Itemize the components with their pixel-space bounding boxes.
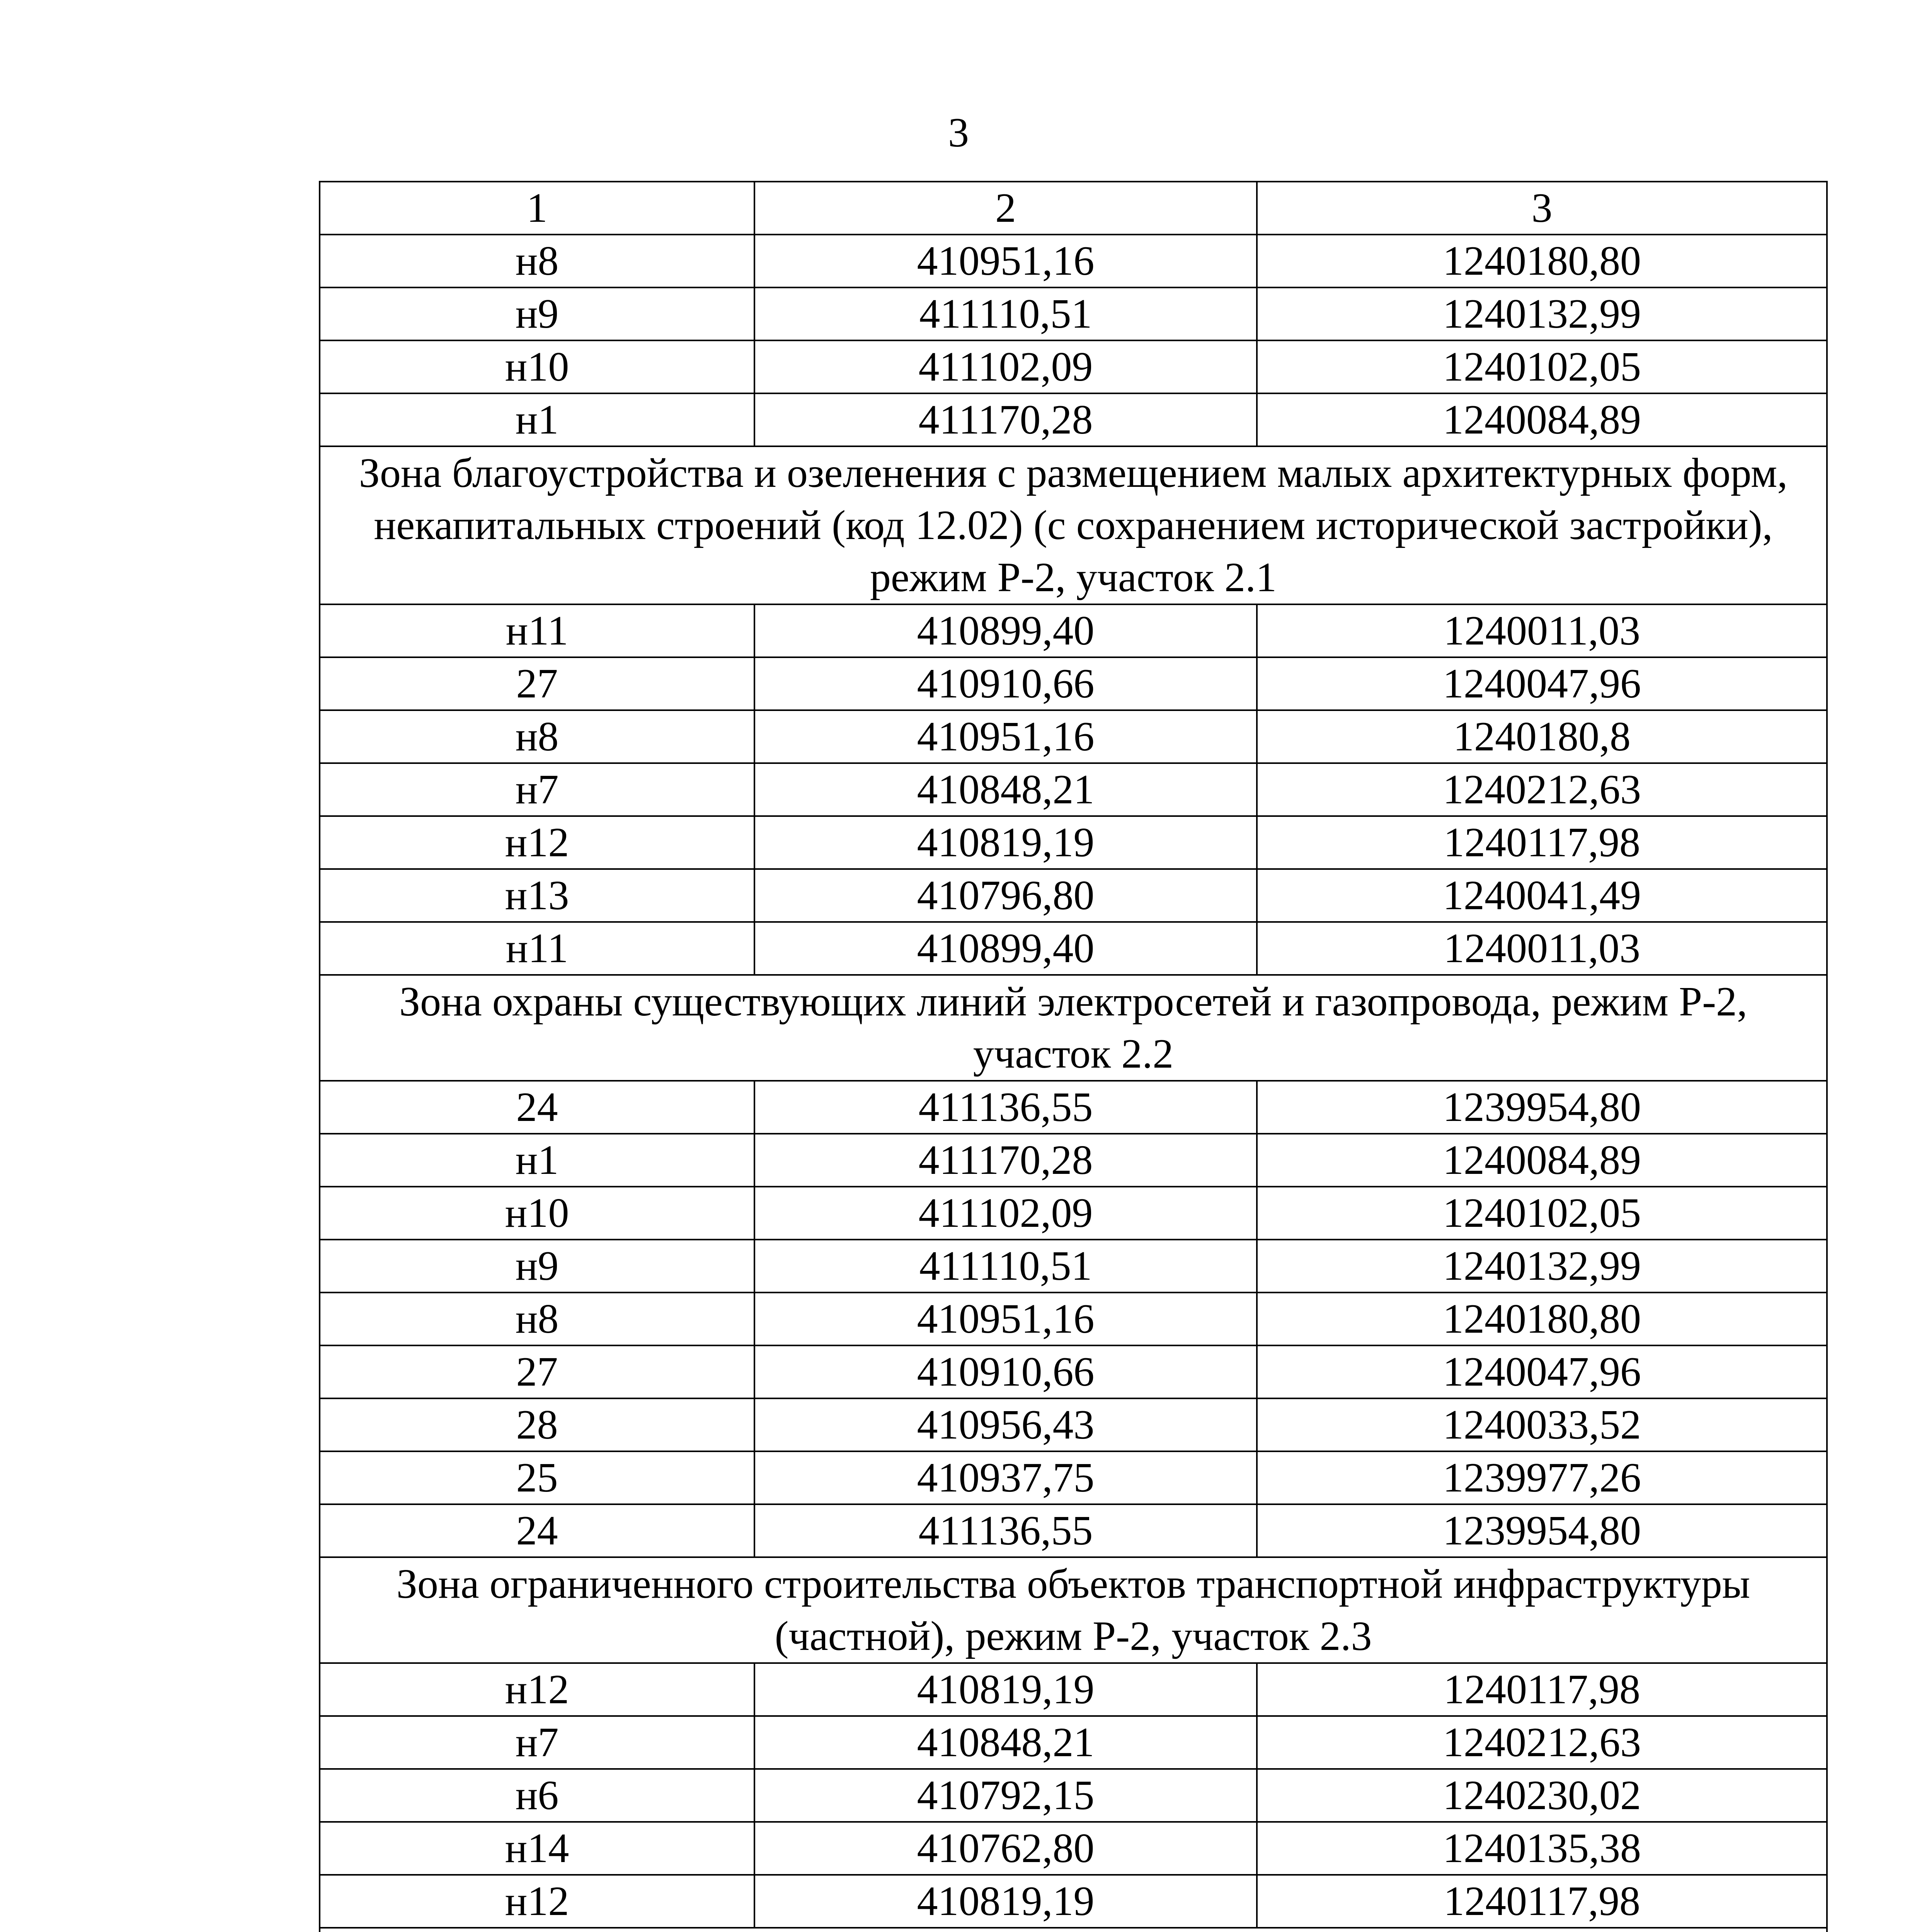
cell-x: 411136,55 [754,1081,1257,1134]
cell-y: 1240132,99 [1257,287,1827,340]
table-row [320,1663,1827,1716]
cell-y: 1240084,89 [1257,1134,1827,1187]
cell-y: 1240033,52 [1257,1398,1827,1451]
cell-point: н6 [320,1769,754,1822]
cell-x: 410899,40 [754,604,1257,657]
cell-point: 24 [320,1504,754,1557]
cell-x: 410937,75 [754,1451,1257,1504]
section-title-row [320,1557,1827,1663]
cell-point: н7 [320,1716,754,1769]
cell-y: 1240011,03 [1257,604,1827,657]
cell-y: 1240212,63 [1257,1716,1827,1769]
table-row [320,1504,1827,1557]
cell-point: н10 [320,1187,754,1240]
cell-x: 410819,19 [754,816,1257,869]
cell-y: 1240102,05 [1257,340,1827,393]
table-row [320,235,1827,287]
table-row [320,340,1827,393]
cell-x: 410951,16 [754,1293,1257,1345]
cell-point: н12 [320,816,754,869]
table-row [320,1134,1827,1187]
cell-point: н10 [320,340,754,393]
table-row [320,816,1827,869]
cell-x: 410762,80 [754,1822,1257,1875]
cell-x: 411102,09 [754,1187,1257,1240]
cell-y: 1240117,98 [1257,1663,1827,1716]
cell-point: н12 [320,1663,754,1716]
header-cell-point: 1 [320,182,754,235]
cell-point: 28 [320,1398,754,1451]
cell-x: 411102,09 [754,340,1257,393]
cell-y: 1240212,63 [1257,763,1827,816]
section-title-row [320,975,1827,1081]
table-row [320,657,1827,710]
cell-y: 1240117,98 [1257,1875,1827,1928]
table-row [320,869,1827,922]
section-title: Зона благоустройства и озеленения с размещением малых архитектурных форм, некапитальных строений (код 12.02) (с сохранением исторической застройки), режим Р-2, участок 2.1 [320,446,1827,604]
table-row [320,922,1827,975]
table-row [320,604,1827,657]
header-cell-y: 3 [1257,182,1827,235]
cell-point: н9 [320,1240,754,1293]
cell-x: 410848,21 [754,1716,1257,1769]
cell-x: 410956,43 [754,1398,1257,1451]
cell-y: 1240135,38 [1257,1822,1827,1875]
cell-point: н11 [320,922,754,975]
table-row [320,1822,1827,1875]
cell-x: 411170,28 [754,1134,1257,1187]
section-title [320,1928,1827,1932]
cell-point: н9 [320,287,754,340]
cell-point: 24 [320,1081,754,1134]
cell-point: н14 [320,1822,754,1875]
cell-y: 1239954,80 [1257,1504,1827,1557]
header-cell-x: 2 [754,182,1257,235]
cell-point: н13 [320,869,754,922]
cell-y: 1239954,80 [1257,1081,1827,1134]
cell-y: 1240047,96 [1257,1345,1827,1398]
cell-x: 411110,51 [754,287,1257,340]
cell-point: 25 [320,1451,754,1504]
cell-x: 410899,40 [754,922,1257,975]
cell-point: н7 [320,763,754,816]
cell-point: н1 [320,1134,754,1187]
coordinates-table-body [320,182,1827,1932]
table-row [320,1081,1827,1134]
table-row [320,1451,1827,1504]
table-row [320,763,1827,816]
table-row [320,1716,1827,1769]
table-header-row [320,182,1827,235]
cell-y: 1240102,05 [1257,1187,1827,1240]
table-row [320,1875,1827,1928]
cell-point: н8 [320,235,754,287]
cell-x: 410796,80 [754,869,1257,922]
cell-x: 410951,16 [754,710,1257,763]
cell-x: 410819,19 [754,1875,1257,1928]
cell-y: 1240180,80 [1257,235,1827,287]
cell-point: 27 [320,657,754,710]
cell-x: 410848,21 [754,763,1257,816]
table-row [320,1345,1827,1398]
cell-x: 411136,55 [754,1504,1257,1557]
section-title-row [320,1928,1827,1932]
cell-y: 1240230,02 [1257,1769,1827,1822]
cell-y: 1240132,99 [1257,1240,1827,1293]
table-row [320,1187,1827,1240]
cell-x: 411170,28 [754,393,1257,446]
cell-y: 1240084,89 [1257,393,1827,446]
cell-y: 1240117,98 [1257,816,1827,869]
cell-y: 1240180,8 [1257,710,1827,763]
cell-y: 1240011,03 [1257,922,1827,975]
cell-x: 410792,15 [754,1769,1257,1822]
table-row [320,710,1827,763]
cell-point: н11 [320,604,754,657]
page-number: 3 [948,110,969,156]
cell-x: 410951,16 [754,235,1257,287]
cell-y: 1240047,96 [1257,657,1827,710]
cell-x: 411110,51 [754,1240,1257,1293]
cell-point: 27 [320,1345,754,1398]
table-row [320,393,1827,446]
table-row [320,1240,1827,1293]
table-row [320,1293,1827,1345]
table-row [320,1769,1827,1822]
cell-point: н12 [320,1875,754,1928]
cell-y: 1240180,80 [1257,1293,1827,1345]
cell-point: н8 [320,710,754,763]
cell-y: 1240041,49 [1257,869,1827,922]
cell-x: 410910,66 [754,1345,1257,1398]
table-row [320,287,1827,340]
section-title: Зона ограниченного строительства объектов транспортной инфраструктуры (частной), режим Р-2, участок 2.3 [320,1557,1827,1663]
cell-point: н8 [320,1293,754,1345]
cell-x: 410910,66 [754,657,1257,710]
coordinates-table [319,181,1828,1932]
cell-point: н1 [320,393,754,446]
section-title-row [320,446,1827,604]
cell-x: 410819,19 [754,1663,1257,1716]
cell-y: 1239977,26 [1257,1451,1827,1504]
table-row [320,1398,1827,1451]
section-title: Зона охраны существующих линий электросетей и газопровода, режим Р-2, участок 2.2 [320,975,1827,1081]
